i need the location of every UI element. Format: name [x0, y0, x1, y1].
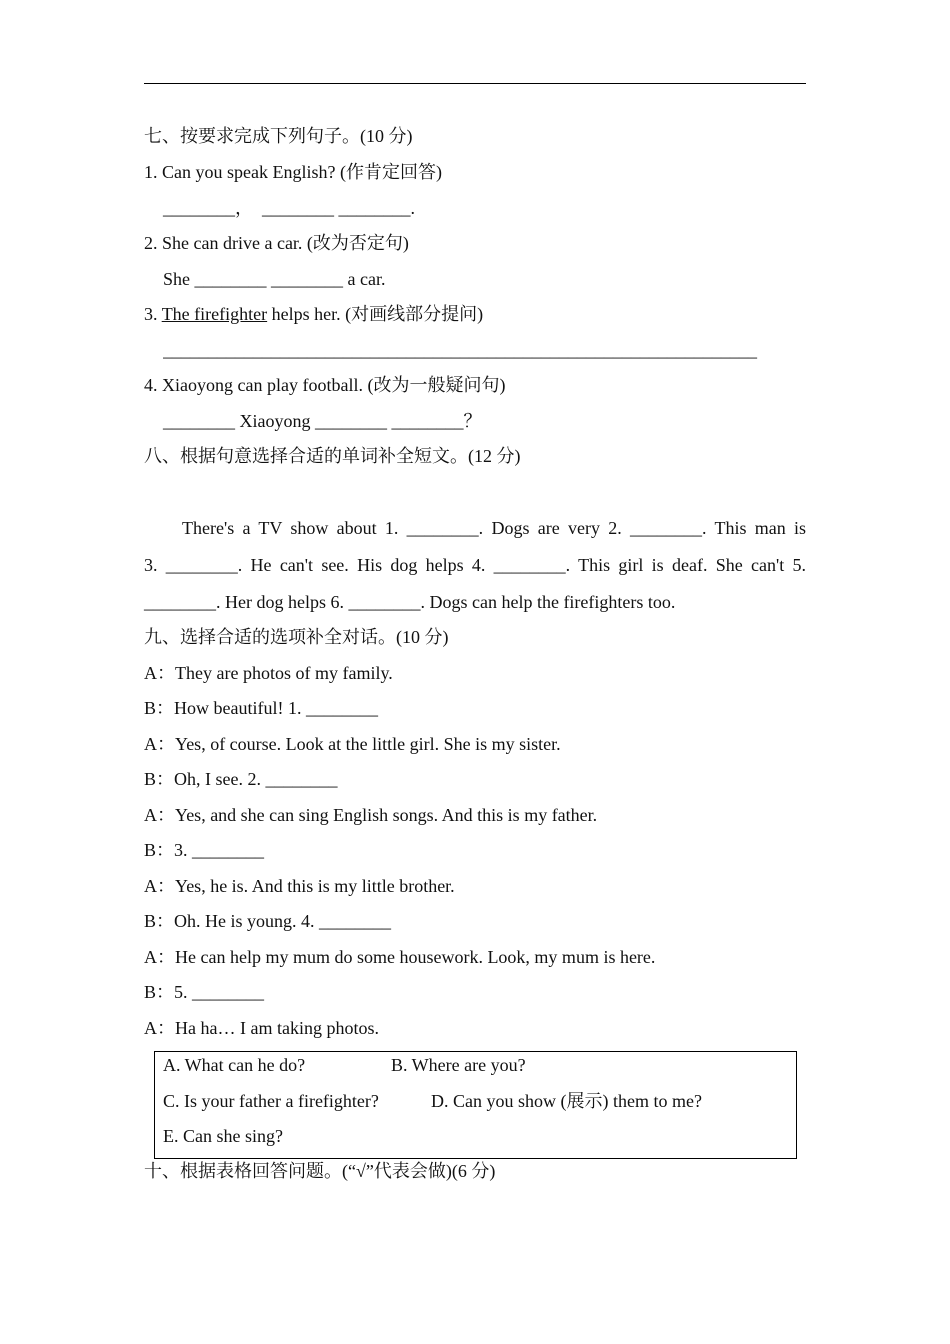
passage-line-2: 3. ________. He can't see. His dog helps 4. ________. This girl is deaf. She can't 5.	[144, 555, 806, 575]
dialogue-line: B：3. ________	[144, 840, 265, 860]
dialogue-line: A：Yes, and she can sing English songs. And this is my father.	[144, 805, 598, 825]
underlined-phrase: The firefighter	[161, 304, 268, 324]
answer-line-7-4: ________ Xiaoyong ________ ________？	[163, 411, 482, 431]
section8-title: 八、根据句意选择合适的单词补全短文。(12 分)	[144, 446, 521, 466]
option-d: D. Can you show (展示) them to me?	[431, 1091, 702, 1111]
option-b: B. Where are you?	[391, 1055, 526, 1075]
question-7-2: 2. She can drive a car. (改为否定句)	[144, 233, 409, 253]
question-7-3-number: 3.	[144, 304, 162, 324]
answer-line-7-2: She ________ ________ a car.	[163, 269, 386, 289]
question-7-3	[144, 303, 483, 325]
answer-line-7-1: ________， ________ ________.	[163, 198, 415, 218]
section10-title: 十、根据表格回答问题。(“√”代表会做)(6 分)	[144, 1161, 496, 1181]
dialogue-line: B：How beautiful! 1. ________	[144, 698, 378, 718]
dialogue-line: A：He can help my mum do some housework. Look, my mum is here.	[144, 947, 656, 967]
option-c: C. Is your father a firefighter?	[163, 1091, 379, 1111]
dialogue-line: B：Oh. He is young. 4. ________	[144, 911, 391, 931]
dialogue-line: A：Yes, he is. And this is my little brother.	[144, 876, 455, 896]
passage-line-1: There's a TV show about 1. ________. Dogs are very 2. ________. This man is	[182, 518, 806, 538]
options-box	[154, 1051, 797, 1159]
option-a: A. What can he do?	[163, 1055, 306, 1075]
dialogue-line: B：Oh, I see. 2. ________	[144, 769, 338, 789]
dialogue-line: A：Ha ha… I am taking photos.	[144, 1018, 379, 1038]
answer-line-7-3: __________________________________________________________________	[163, 340, 757, 360]
question-7-4: 4. Xiaoyong can play football. (改为一般疑问句)	[144, 375, 506, 395]
section7-title: 七、按要求完成下列句子。(10 分)	[144, 126, 413, 146]
dialogue-line: A：They are photos of my family.	[144, 663, 393, 683]
question-7-3-rest: helps her. (对画线部分提问)	[267, 304, 484, 324]
section9-title: 九、选择合适的选项补全对话。(10 分)	[144, 627, 449, 647]
question-7-1: 1. Can you speak English? (作肯定回答)	[144, 162, 442, 182]
passage-line-3: ________. Her dog helps 6. ________. Dogs can help the firefighters too.	[144, 592, 676, 612]
dialogue-line: A：Yes, of course. Look at the little girl. She is my sister.	[144, 734, 561, 754]
header-rule	[144, 83, 806, 84]
option-e: E. Can she sing?	[163, 1126, 283, 1146]
dialogue-line: B：5. ________	[144, 982, 265, 1002]
